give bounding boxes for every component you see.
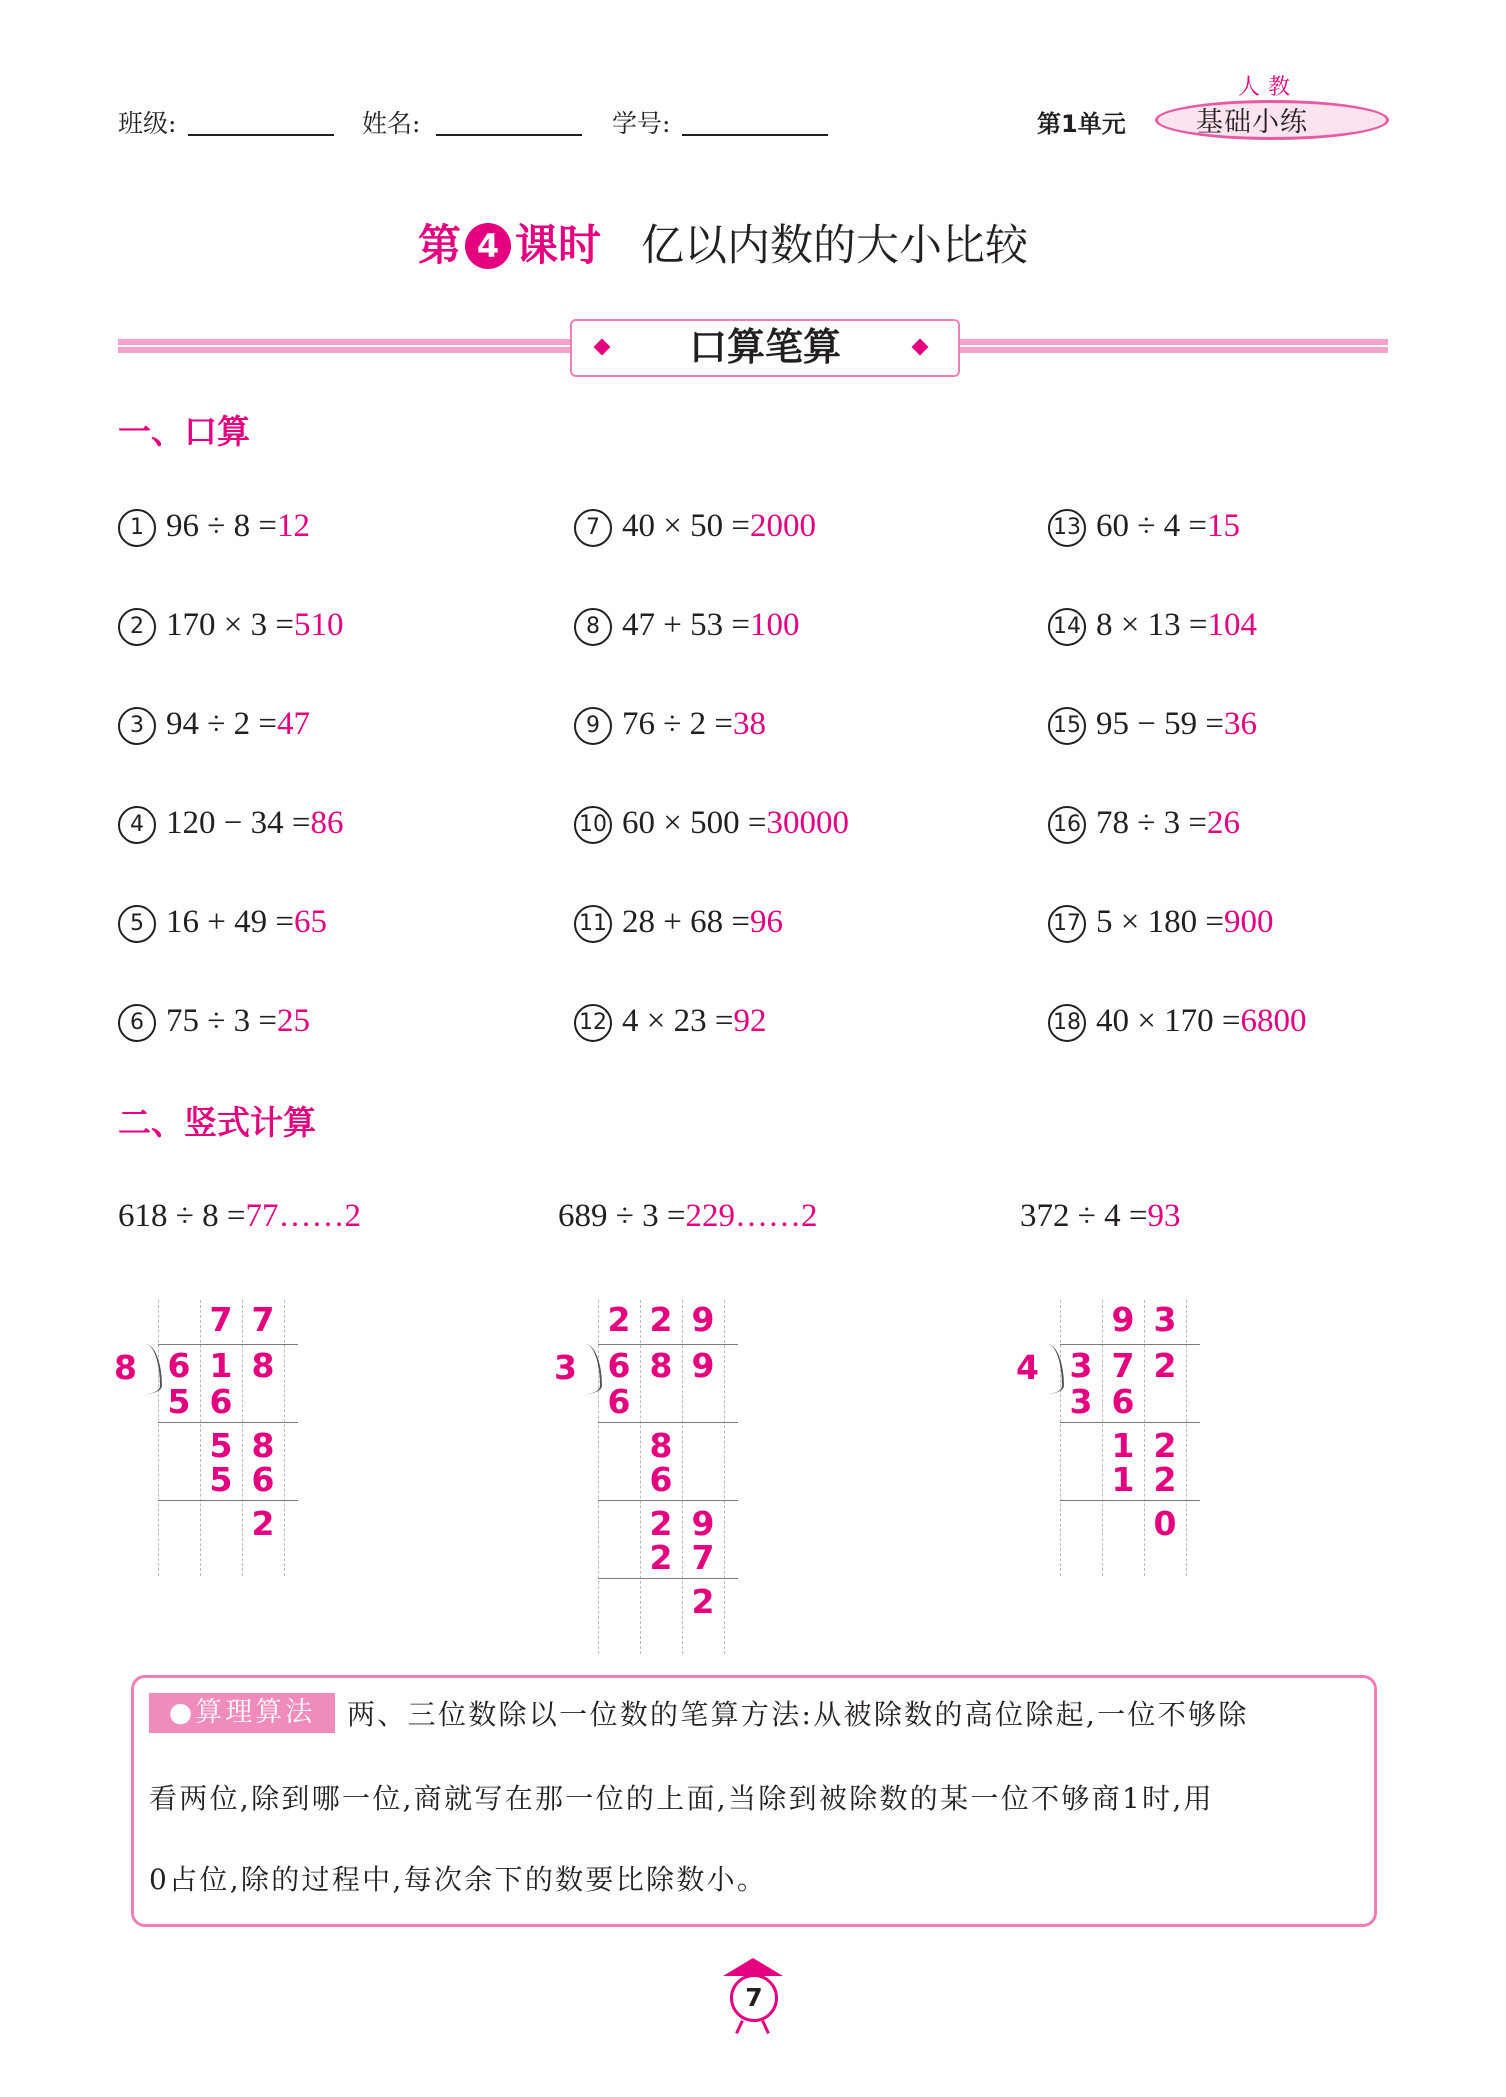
division-digit: 9 <box>1111 1300 1135 1339</box>
division-digit: 9 <box>691 1504 715 1543</box>
section-banner-title: 口算笔算 <box>688 325 841 369</box>
problem-answer: 77……2 <box>245 1198 361 1234</box>
tip-text-line: 两、三位数除以一位数的笔算方法:从被除数的高位除起,一位不够除 <box>347 1698 1249 1731</box>
item-answer: 38 <box>732 706 766 742</box>
item-answer: 26 <box>1206 805 1240 841</box>
item-expression: 16 + 49 = <box>166 904 294 940</box>
divisor-digit: 8 <box>114 1348 137 1387</box>
item-expression: 76 ÷ 2 = <box>622 706 733 742</box>
mental-math-item <box>574 1003 766 1042</box>
item-expression: 170 × 3 = <box>166 607 294 643</box>
item-number: 18 <box>1048 1004 1086 1042</box>
item-number: 1 <box>118 509 156 547</box>
item-answer: 2000 <box>749 508 816 544</box>
division-digit: 8 <box>649 1426 673 1465</box>
division-digit: 6 <box>251 1460 275 1499</box>
student-id-blank[interactable] <box>682 134 828 136</box>
item-number: 2 <box>118 608 156 646</box>
division-problem <box>558 1198 817 1235</box>
item-answer: 30000 <box>766 805 849 841</box>
mental-math-item <box>1048 706 1257 745</box>
part2-heading: 二、竖式计算 <box>118 1103 316 1142</box>
mental-math-item <box>1048 805 1240 844</box>
subtraction-line <box>158 1422 298 1423</box>
item-answer: 100 <box>749 607 800 643</box>
tip-text-line: 0占位,除的过程中,每次余下的数要比除数小。 <box>149 1863 768 1896</box>
item-number: 16 <box>1048 806 1086 844</box>
divisor-digit: 4 <box>1016 1348 1039 1387</box>
item-answer: 6800 <box>1240 1003 1307 1039</box>
division-digit: 2 <box>649 1538 673 1577</box>
tip-text-line: 看两位,除到哪一位,商就写在那一位的上面,当除到被除数的某一位不够商1时,用 <box>149 1782 1214 1815</box>
name-blank[interactable] <box>436 134 582 136</box>
problem-answer: 93 <box>1147 1198 1181 1234</box>
item-expression: 28 + 68 = <box>622 904 750 940</box>
page-number: 7 <box>730 1974 778 2022</box>
mental-math-item <box>1048 904 1273 943</box>
division-digit: 6 <box>167 1346 191 1385</box>
mental-math-item <box>1048 508 1240 547</box>
item-number: 8 <box>574 608 612 646</box>
division-digit: 3 <box>1069 1346 1093 1385</box>
item-answer: 92 <box>733 1003 767 1039</box>
division-digit: 6 <box>607 1346 631 1385</box>
tip-tag: ●算理算法 <box>149 1693 335 1733</box>
item-number: 17 <box>1048 905 1086 943</box>
division-digit: 6 <box>607 1382 631 1421</box>
part1-heading: 一、口算 <box>118 412 250 451</box>
item-answer: 510 <box>293 607 344 643</box>
class-blank[interactable] <box>188 134 334 136</box>
item-answer: 15 <box>1206 508 1240 544</box>
item-expression: 94 ÷ 2 = <box>166 706 277 742</box>
divisor-digit: 3 <box>554 1348 577 1387</box>
subtraction-line <box>1060 1500 1200 1501</box>
division-digit: 9 <box>691 1300 715 1339</box>
item-number: 14 <box>1048 608 1086 646</box>
mental-math-item <box>574 904 783 943</box>
division-digit: 7 <box>251 1300 275 1339</box>
lesson-title <box>418 212 1028 273</box>
grid-dashed-line <box>158 1300 159 1576</box>
item-answer: 900 <box>1223 904 1274 940</box>
grid-dashed-line <box>724 1300 725 1654</box>
division-digit: 6 <box>209 1382 233 1421</box>
problem-expression: 372 ÷ 4 = <box>1020 1198 1148 1234</box>
item-expression: 75 ÷ 3 = <box>166 1003 277 1039</box>
division-bracket-line <box>598 1344 738 1345</box>
grid-dashed-line <box>1060 1300 1061 1576</box>
item-answer: 47 <box>276 706 310 742</box>
division-digit: 1 <box>1111 1460 1135 1499</box>
division-digit: 2 <box>691 1582 715 1621</box>
page-badge-leg <box>761 2020 770 2034</box>
mental-math-item <box>574 607 799 646</box>
item-expression: 120 − 34 = <box>166 805 311 841</box>
mental-math-item <box>118 607 343 646</box>
item-expression: 40 × 50 = <box>622 508 750 544</box>
unit-label: 第1单元 <box>1037 110 1126 138</box>
lesson-number-badge: 4 <box>465 223 511 269</box>
division-problem <box>118 1198 361 1235</box>
item-answer: 36 <box>1223 706 1257 742</box>
mental-math-item <box>118 904 327 943</box>
item-number: 3 <box>118 707 156 745</box>
subtraction-line <box>598 1422 738 1423</box>
subtraction-line <box>598 1500 738 1501</box>
division-digit: 0 <box>1153 1504 1177 1543</box>
item-number: 9 <box>574 707 612 745</box>
division-digit: 2 <box>649 1504 673 1543</box>
problem-expression: 689 ÷ 3 = <box>558 1198 686 1234</box>
division-digit: 6 <box>1111 1382 1135 1421</box>
subtraction-line <box>598 1578 738 1579</box>
division-digit: 2 <box>649 1300 673 1339</box>
division-bracket-line <box>158 1344 298 1345</box>
division-digit: 9 <box>691 1346 715 1385</box>
item-expression: 96 ÷ 8 = <box>166 508 277 544</box>
item-expression: 60 × 500 = <box>622 805 767 841</box>
division-digit: 8 <box>251 1346 275 1385</box>
division-digit: 5 <box>209 1460 233 1499</box>
division-digit: 5 <box>209 1426 233 1465</box>
item-number: 6 <box>118 1004 156 1042</box>
mental-math-item <box>118 508 310 547</box>
title-suffix: 课时 <box>515 221 601 271</box>
division-digit: 8 <box>649 1346 673 1385</box>
item-expression: 40 × 170 = <box>1096 1003 1241 1039</box>
item-answer: 96 <box>749 904 783 940</box>
division-digit: 6 <box>649 1460 673 1499</box>
item-number: 10 <box>574 806 612 844</box>
item-answer: 104 <box>1207 607 1257 643</box>
item-expression: 60 ÷ 4 = <box>1096 508 1207 544</box>
item-number: 12 <box>574 1004 612 1042</box>
division-digit: 2 <box>1153 1346 1177 1385</box>
student-id-label: 学号: <box>612 109 671 138</box>
division-digit: 7 <box>691 1538 715 1577</box>
item-answer: 12 <box>276 508 310 544</box>
division-digit: 1 <box>1111 1426 1135 1465</box>
mental-math-item <box>574 805 849 844</box>
item-number: 15 <box>1048 707 1086 745</box>
mental-math-item <box>118 805 343 844</box>
division-digit: 7 <box>209 1300 233 1339</box>
brand-publisher: 人教 <box>1238 75 1299 100</box>
class-label: 班级: <box>118 109 177 138</box>
item-answer: 65 <box>293 904 327 940</box>
division-problem <box>1020 1198 1180 1235</box>
item-number: 7 <box>574 509 612 547</box>
mental-math-item <box>574 706 766 745</box>
mental-math-item <box>118 706 310 745</box>
mental-math-item <box>118 1003 310 1042</box>
item-expression: 8 × 13 = <box>1096 607 1208 643</box>
title-prefix: 第 <box>418 221 461 271</box>
mental-math-item <box>574 508 816 547</box>
division-digit: 8 <box>251 1426 275 1465</box>
item-expression: 78 ÷ 3 = <box>1096 805 1207 841</box>
grid-dashed-line <box>1186 1300 1187 1576</box>
item-expression: 4 × 23 = <box>622 1003 734 1039</box>
item-number: 5 <box>118 905 156 943</box>
division-digit: 3 <box>1069 1382 1093 1421</box>
mental-math-item <box>1048 607 1257 646</box>
division-digit: 2 <box>251 1504 275 1543</box>
page-badge-leg <box>735 2020 744 2034</box>
subtraction-line <box>1060 1422 1200 1423</box>
grid-dashed-line <box>284 1300 285 1576</box>
lesson-name: 亿以内数的大小比较 <box>641 221 1028 271</box>
subtraction-line <box>158 1500 298 1501</box>
item-number: 11 <box>574 905 612 943</box>
item-expression: 5 × 180 = <box>1096 904 1224 940</box>
division-bracket-line <box>1060 1344 1200 1345</box>
division-digit: 1 <box>209 1346 233 1385</box>
division-digit: 2 <box>607 1300 631 1339</box>
division-digit: 2 <box>1153 1460 1177 1499</box>
item-number: 4 <box>118 806 156 844</box>
mental-math-item <box>1048 1003 1306 1042</box>
problem-answer: 229……2 <box>685 1198 818 1234</box>
item-answer: 86 <box>310 805 344 841</box>
name-label: 姓名: <box>362 109 421 138</box>
item-expression: 47 + 53 = <box>622 607 750 643</box>
division-digit: 3 <box>1153 1300 1177 1339</box>
item-answer: 25 <box>276 1003 310 1039</box>
division-digit: 2 <box>1153 1426 1177 1465</box>
division-digit: 5 <box>167 1382 191 1421</box>
item-expression: 95 − 59 = <box>1096 706 1224 742</box>
division-digit: 7 <box>1111 1346 1135 1385</box>
brand-series: 基础小练 <box>1196 107 1308 138</box>
problem-expression: 618 ÷ 8 = <box>118 1198 246 1234</box>
item-number: 13 <box>1048 509 1086 547</box>
